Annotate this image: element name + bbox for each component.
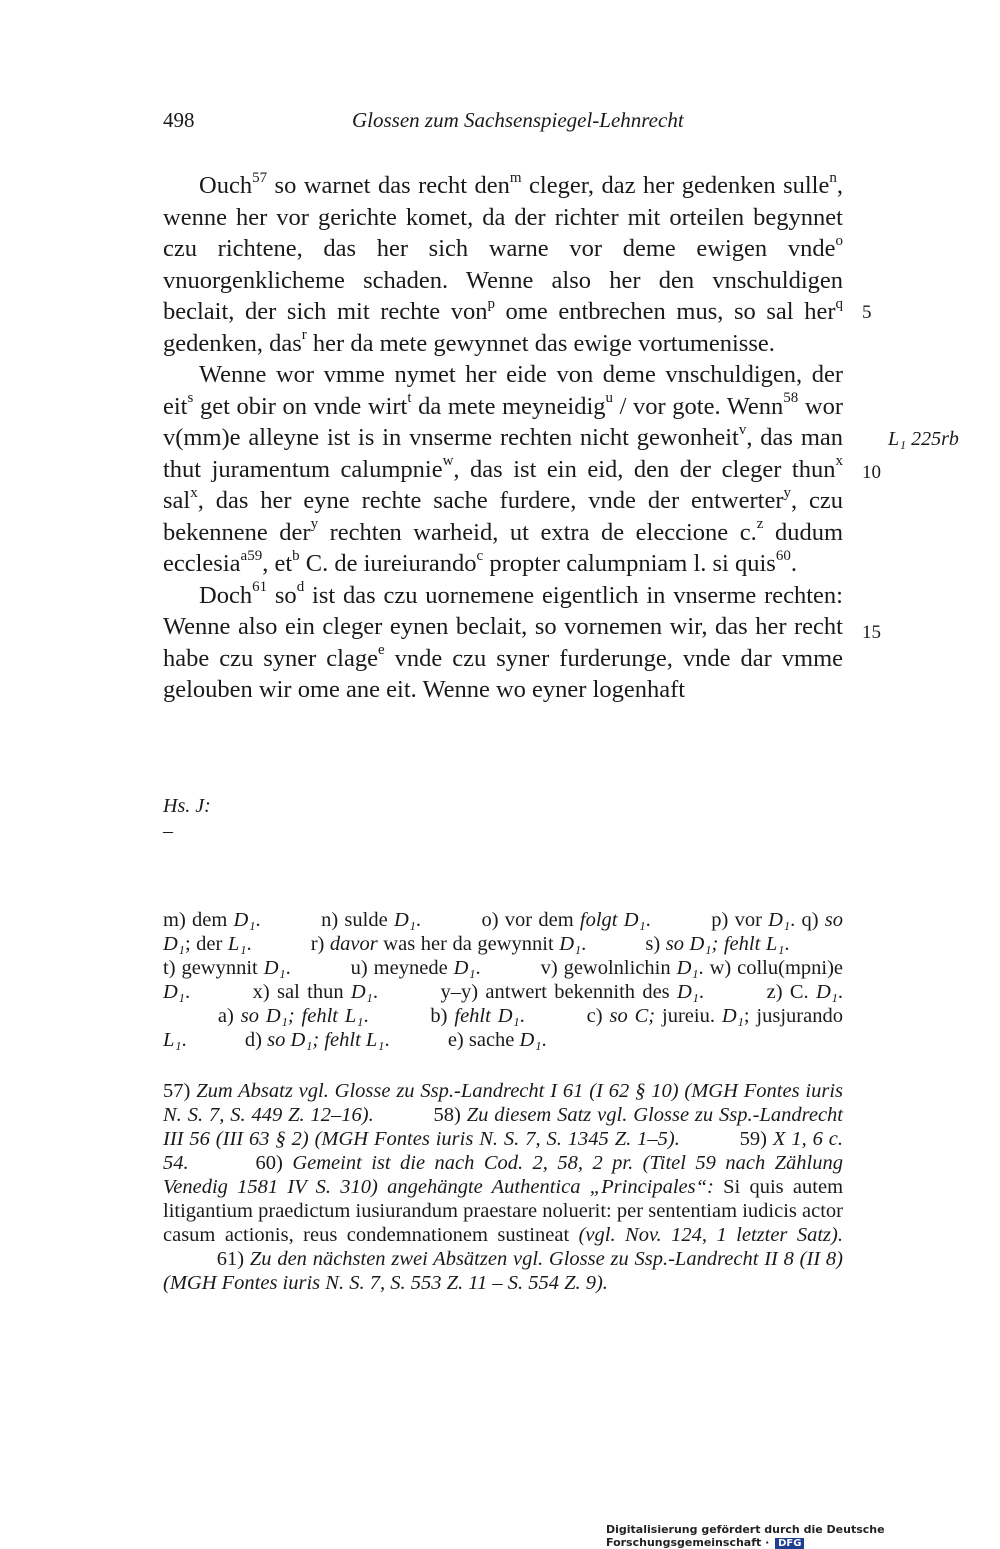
critical-apparatus: m) dem D₁. n) sulde D₁. o) vor dem folgt D₁. p) vor D₁. q) so D₁; der L₁. r) davor was her da gewynnit D₁. s) so D₁; fehlt L₁. t) gewynnit D₁. u) meynede D₁. v) gewolnlichin D₁. w) collu(mpni)e D₁. x) sal thun D₁. y–y) antwert bekennith des D₁. z) C. D₁. a) so D₁; fehlt L₁. b) fehlt D₁. c) so C; jureiu. D₁; jusjurando L₁. d) so D₁; fehlt L₁. e) sache D₁. bbox=[163, 909, 844, 1051]
margin-reference: L₁ 225rb bbox=[888, 428, 959, 450]
running-title: Glossen zum Sachsenspiegel-Lehnrecht bbox=[352, 108, 684, 132]
paragraph-3: Doch$^{61}$ $so^d$ ist das czu uornemene eigentlich in vnserme rechten: Wenne also ein cleger eynen beclait, so vornemen wir, das her recht habe czu syner clage$^e$ vnde czu syner furderunge, vnde dar vmme gelouben wir ome ane eit. Wenne wo eyner logenhaft bbox=[163, 579, 843, 703]
commentary-notes: 57) Zum Absatz vgl. Glosse zu Ssp.-Landrecht I 61 (I 62 § 10) (MGH Fontes iuris N. S. 7, S. 449 Z. 12–16). 58) Zu diesem Satz vgl. Glosse zu Ssp.-Landrecht III 56 (III 63 § 2) (MGH Fontes iuris N. S. 7, S. 1345 Z. 1–5). 59) X 1, 6 c. 54. 60) Gemeint ist die nach Cod. 2, 58, 2 pr. (Titel 59 nach Zählung Venedig 1581 IV S. 310) angehängte Authentica „Principales“: Si quis autem litigantium praedictum iusiurandum praestare noluerit: per sententiam iudicis actor casum actionis, reus condemnationem sustineat (vgl. Nov. 124, 1 letzter Satz). 61) Zu den nächsten zwei Absätzen vgl. Glosse zu Ssp.-Landrecht II 8 (II 8) (MGH Fontes iuris N. S. 7, S. 553 Z. 11 – S. 554 Z. 9). bbox=[163, 1080, 844, 1294]
page-number: 498 bbox=[163, 108, 195, 132]
paragraph-1: Ouch$^{57}$ so warnet das recht den$^m$ cleger, daz her gedenken sulle$^n$, wenne her vor gerichte komet, da der richter mit orteilen begynnet czu richtene, das her sich warne vor deme ewigen vnde$^o$ vnuorgenklicheme schaden. Wenne also her den vnschuldigen beclait, der sich mit rechte von$^p$ ome entbrechen mus, so sal her$^q$ gedenken, das$^r$ her da mete gewynnet das ewige vortumenisse. bbox=[163, 169, 843, 357]
footer-credit-text: Digitalisierung gefördert durch die Deutsche Forschungsgemeinschaft bbox=[606, 1523, 885, 1549]
hs-label: Hs. J: bbox=[163, 795, 211, 817]
dfg-logo: DFG bbox=[775, 1538, 804, 1549]
hs-dash: – bbox=[163, 820, 173, 842]
line-number-15: 15 bbox=[862, 622, 881, 643]
main-text bbox=[163, 170, 843, 706]
footer-credit: Digitalisierung gefördert durch die Deutsche Forschungsgemeinschaft · DFG bbox=[606, 1523, 885, 1549]
line-number-5: 5 bbox=[862, 302, 872, 323]
line-number-10: 10 bbox=[862, 462, 881, 483]
paragraph-2: Wenne wor vmme nymet her eide von deme vnschuldigen, der eit$^s$ get obir on vnde wirt$^t$ da mete meyneidig$^u$ / vor gote. Wenn$^{58}$ wor v(mm)e alleyne ist is in vnserme rechten nicht gewonheit$^v$, das man thut juramentum calumpnie$^w$, das ist ein eid, den der cleger thun$^x$ sal$^x$, das her eyne rechte sache furdere, vnde der entwerter$^y$, czu bekennene der$^y$ rechten warheid, ut extra de eleccione c.$^z$ dudum ecclesia$^{a59}$, $et^b$ C. de iureiurando$^c$ propter calumpniam l. si quis$^{60}$. bbox=[163, 361, 844, 577]
